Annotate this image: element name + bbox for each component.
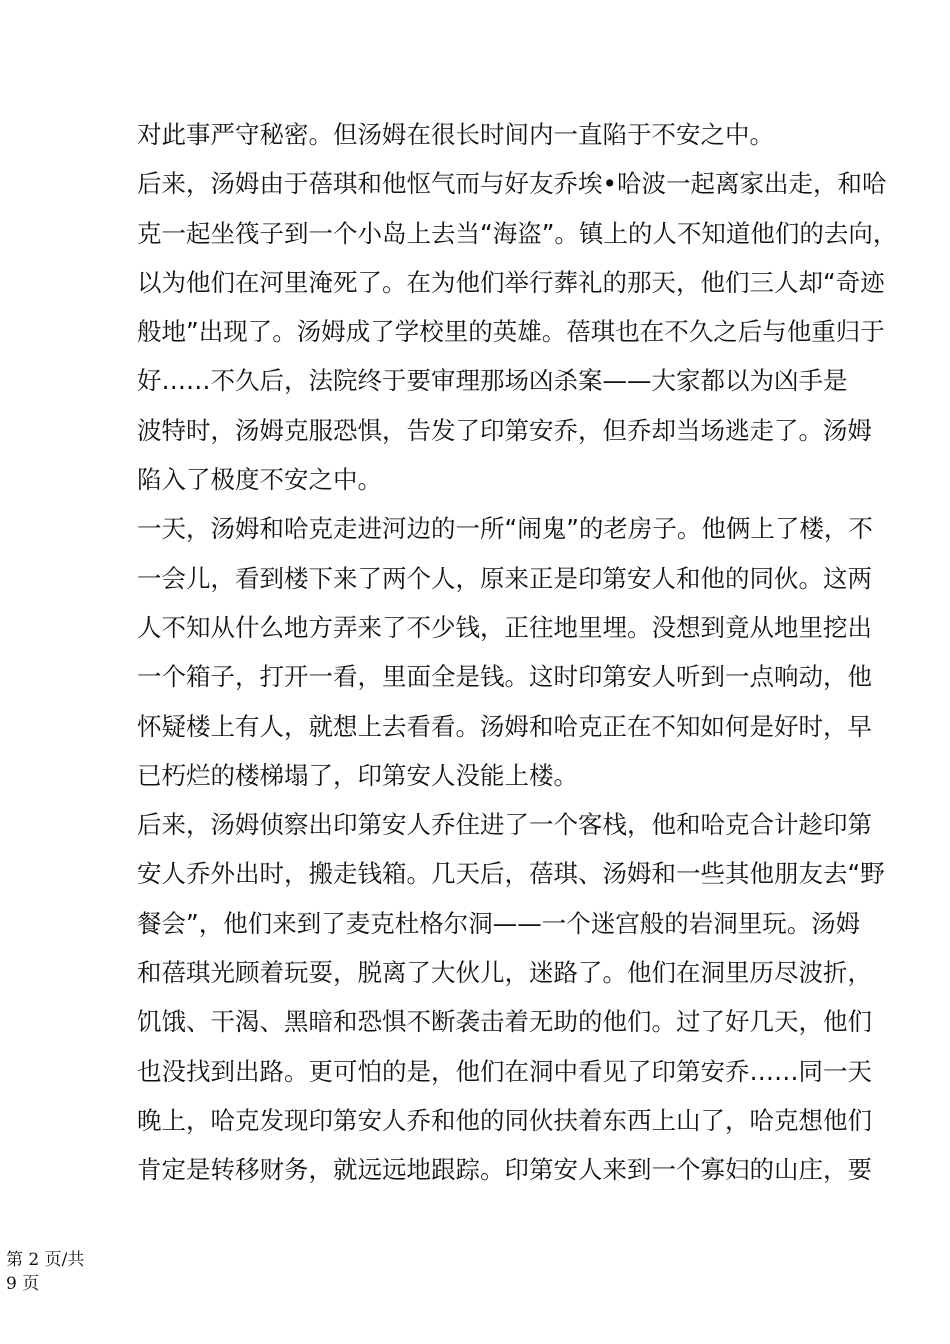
- text-line: 怀疑楼上有人，就想上去看看。汤姆和哈克正在不知如何是好时，早: [137, 711, 872, 741]
- page-number-line-2: 9 页: [6, 1274, 40, 1294]
- text-line: 饥饿、干渴、黑暗和恐惧不断袭击着无助的他们。过了好几天，他们: [137, 1007, 872, 1037]
- text-line: 以为他们在河里淹死了。在为他们举行葬礼的那天，他们三人却“奇迹: [137, 267, 885, 297]
- text-line: 克一起坐筏子到一个小岛上去当“海盗”。镇上的人不知道他们的去向，: [137, 218, 898, 248]
- text-line: 人不知从什么地方弄来了不少钱，正往地里埋。没想到竟从地里挖出: [137, 612, 872, 642]
- document-body: [137, 110, 898, 1195]
- text-line: 对此事严守秘密。但汤姆在很长时间内一直陷于不安之中。: [137, 120, 774, 149]
- text-line: 安人乔外出时，搬走钱箱。几天后，蓓琪、汤姆和一些其他朋友去“野: [137, 859, 885, 889]
- text-line: 一个箱子，打开一看，里面全是钱。这时印第安人听到一点响动，他: [137, 662, 872, 692]
- text-line: 般地”出现了。汤姆成了学校里的英雄。蓓琪也在不久之后与他重归于: [137, 317, 885, 347]
- text-line: 波特时，汤姆克服恐惧，告发了印第安乔，但乔却当场逃走了。汤姆: [137, 415, 872, 445]
- text-line: 晚上，哈克发现印第安人乔和他的同伙扶着东西上山了，哈克想他们: [137, 1105, 872, 1135]
- text-line: 已朽烂的楼梯塌了，印第安人没能上楼。: [137, 760, 578, 790]
- text-line: 一会儿，看到楼下来了两个人，原来正是印第安人和他的同伙。这两: [137, 563, 872, 593]
- text-line: 也没找到出路。更可怕的是，他们在洞中看见了印第安乔……同一天: [137, 1056, 872, 1086]
- page-number-line-1: 第 2 页/共: [6, 1250, 85, 1270]
- text-line: 陷入了极度不安之中。: [137, 465, 382, 495]
- text-line: 一天，汤姆和哈克走进河边的一所“闹鬼”的老房子。他俩上了楼，不: [137, 514, 873, 544]
- text-line: 好……不久后，法院终于要审理那场凶杀案——大家都以为凶手是: [137, 366, 848, 396]
- page-number: [6, 1248, 84, 1296]
- text-line: 后来，汤姆由于蓓琪和他怄气而与好友乔埃•哈波一起离家出走，和哈: [137, 169, 887, 199]
- text-line: 餐会”，他们来到了麦克杜格尔洞——一个迷宫般的岩洞里玩。汤姆: [137, 908, 861, 938]
- text-line: 肯定是转移财务，就远远地跟踪。印第安人来到一个寡妇的山庄，要: [137, 1155, 872, 1185]
- text-line: 和蓓琪光顾着玩耍，脱离了大伙儿，迷路了。他们在洞里历尽波折，: [137, 958, 872, 988]
- text-line: 后来，汤姆侦察出印第安人乔住进了一个客栈，他和哈克合计趁印第: [137, 810, 872, 840]
